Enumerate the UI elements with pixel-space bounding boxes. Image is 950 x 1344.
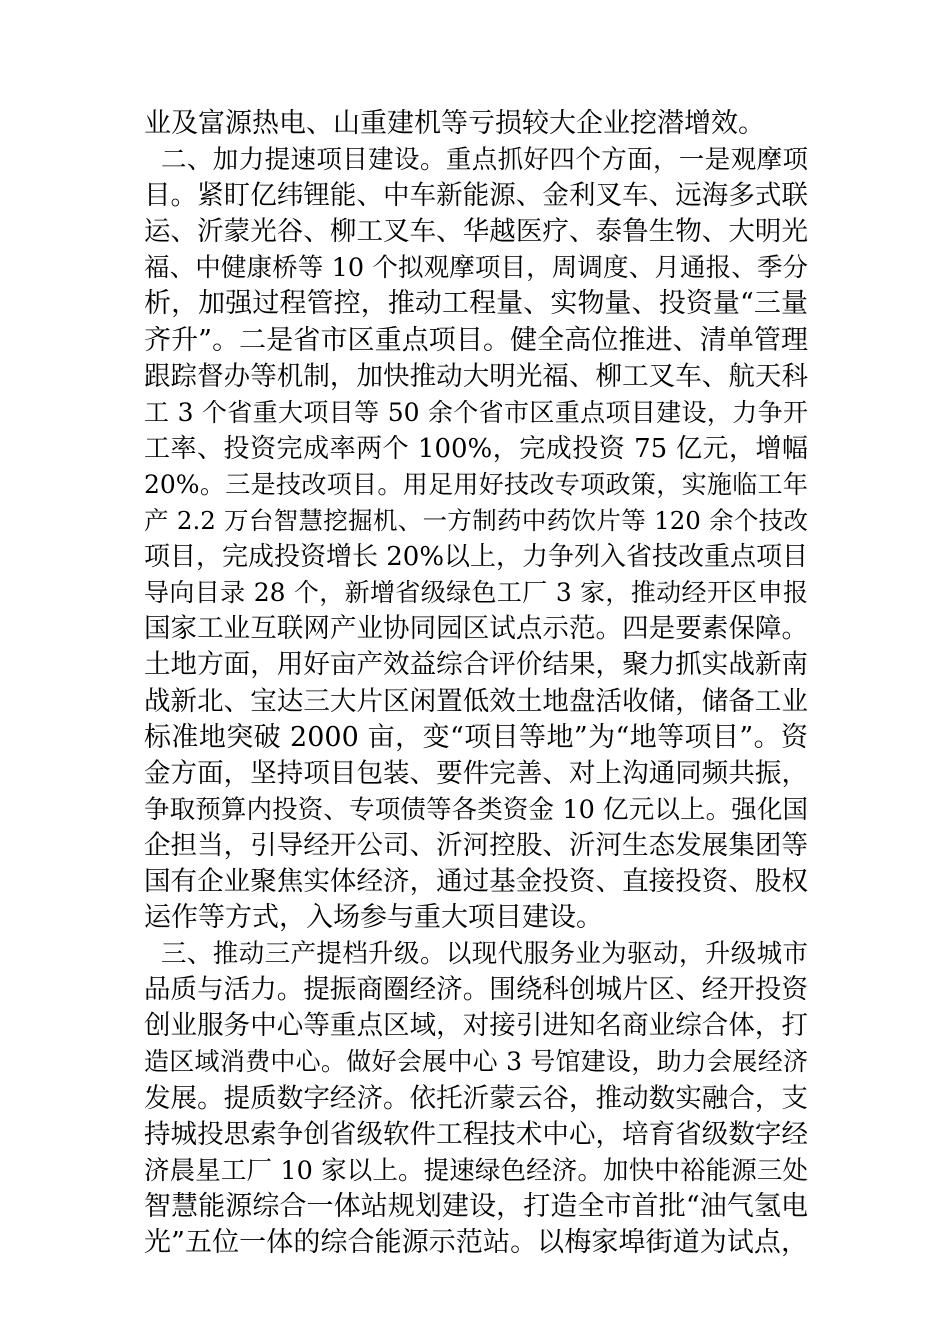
text-line: 三、推动三产提档升级。以现代服务业为驱动，升级城市: [144, 939, 808, 970]
text-line: 土地方面，用好亩产效益综合评价结果，聚力抓实战新南: [144, 649, 808, 681]
text-line: 跟踪督办等机制，加快推动大明光福、柳工叉车、航天科: [144, 360, 808, 392]
text-line: 企担当，引导经开公司、沂河控股、沂河生态发展集团等: [144, 829, 808, 861]
text-line: 运、沂蒙光谷、柳工叉车、华越医疗、泰鲁生物、大明光: [144, 216, 808, 248]
text-line: 金方面，坚持项目包装、要件完善、对上沟通同频共振，: [144, 757, 808, 789]
text-line: 导向目录 28 个，新增省级绿色工厂 3 家，推动经开区申报: [144, 578, 808, 608]
text-line: 济晨星工厂 10 家以上。提速绿色经济。加快中裕能源三处: [144, 1155, 808, 1186]
text-line: 析，加强过程管控，推动工程量、实物量、投资量“三量: [144, 288, 808, 320]
text-line: 二、加力提速项目建设。重点抓好四个方面，一是观摩项: [144, 145, 808, 176]
text-line: 智慧能源综合一体站规划建设，打造全市首批“油气氢电: [144, 1190, 808, 1222]
text-line: 造区域消费中心。做好会展中心 3 号馆建设，助力会展经济: [144, 1047, 808, 1077]
text-line: 国家工业互联网产业协同园区试点示范。四是要素保障。: [144, 613, 808, 645]
text-line: 战新北、宝达三大片区闲置低效土地盘活收储，储备工业: [144, 685, 808, 717]
text-line: 争取预算内投资、专项债等各类资金 10 亿元以上。强化国: [144, 794, 808, 825]
document-body: [144, 106, 808, 1261]
text-line: 发展。提质数字经济。依托沂蒙云谷，推动数实融合，支: [144, 1082, 808, 1114]
text-line: 项目，完成投资增长 20%以上，力争列入省技改重点项目: [144, 542, 809, 573]
text-line: 20%。三是技改项目。用足用好技改专项政策，实施临工年: [144, 469, 808, 499]
text-line: 运作等方式，入场参与重大项目建设。: [144, 902, 603, 934]
text-line: 福、中健康桥等 10 个拟观摩项目，周调度、月通报、季分: [144, 253, 808, 284]
text-line: 工率、投资完成率两个 100%，完成投资 75 亿元，增幅: [144, 433, 808, 464]
text-line: 光”五位一体的综合能源示范站。以梅家埠街道为试点，: [144, 1226, 808, 1258]
text-line: 创业服务中心等重点区域，对接引进知名商业综合体，打: [144, 1010, 808, 1042]
text-line: 品质与活力。提振商圈经济。围绕科创城片区、经开投资: [144, 974, 808, 1006]
text-line: 国有企业聚焦实体经济，通过基金投资、直接投资、股权: [144, 865, 808, 897]
text-line: 齐升”。二是省市区重点项目。健全高位推进、清单管理: [144, 324, 808, 356]
text-line: 业及富源热电、山重建机等亏损较大企业挖潜增效。: [144, 108, 765, 139]
text-line: 工 3 个省重大项目等 50 余个省市区重点项目建设，力争开: [144, 397, 808, 427]
text-line: 产 2.2 万台智慧挖掘机、一方制药中药饮片等 120 余个技改: [144, 506, 808, 536]
text-line: 标准地突破 2000 亩，变“项目等地”为“地等项目”。资: [144, 721, 808, 753]
text-line: 持城投思索争创省级软件工程技术中心，培育省级数字经: [144, 1118, 808, 1150]
text-line: 目。紧盯亿纬锂能、中车新能源、金利叉车、远海多式联: [144, 180, 808, 212]
